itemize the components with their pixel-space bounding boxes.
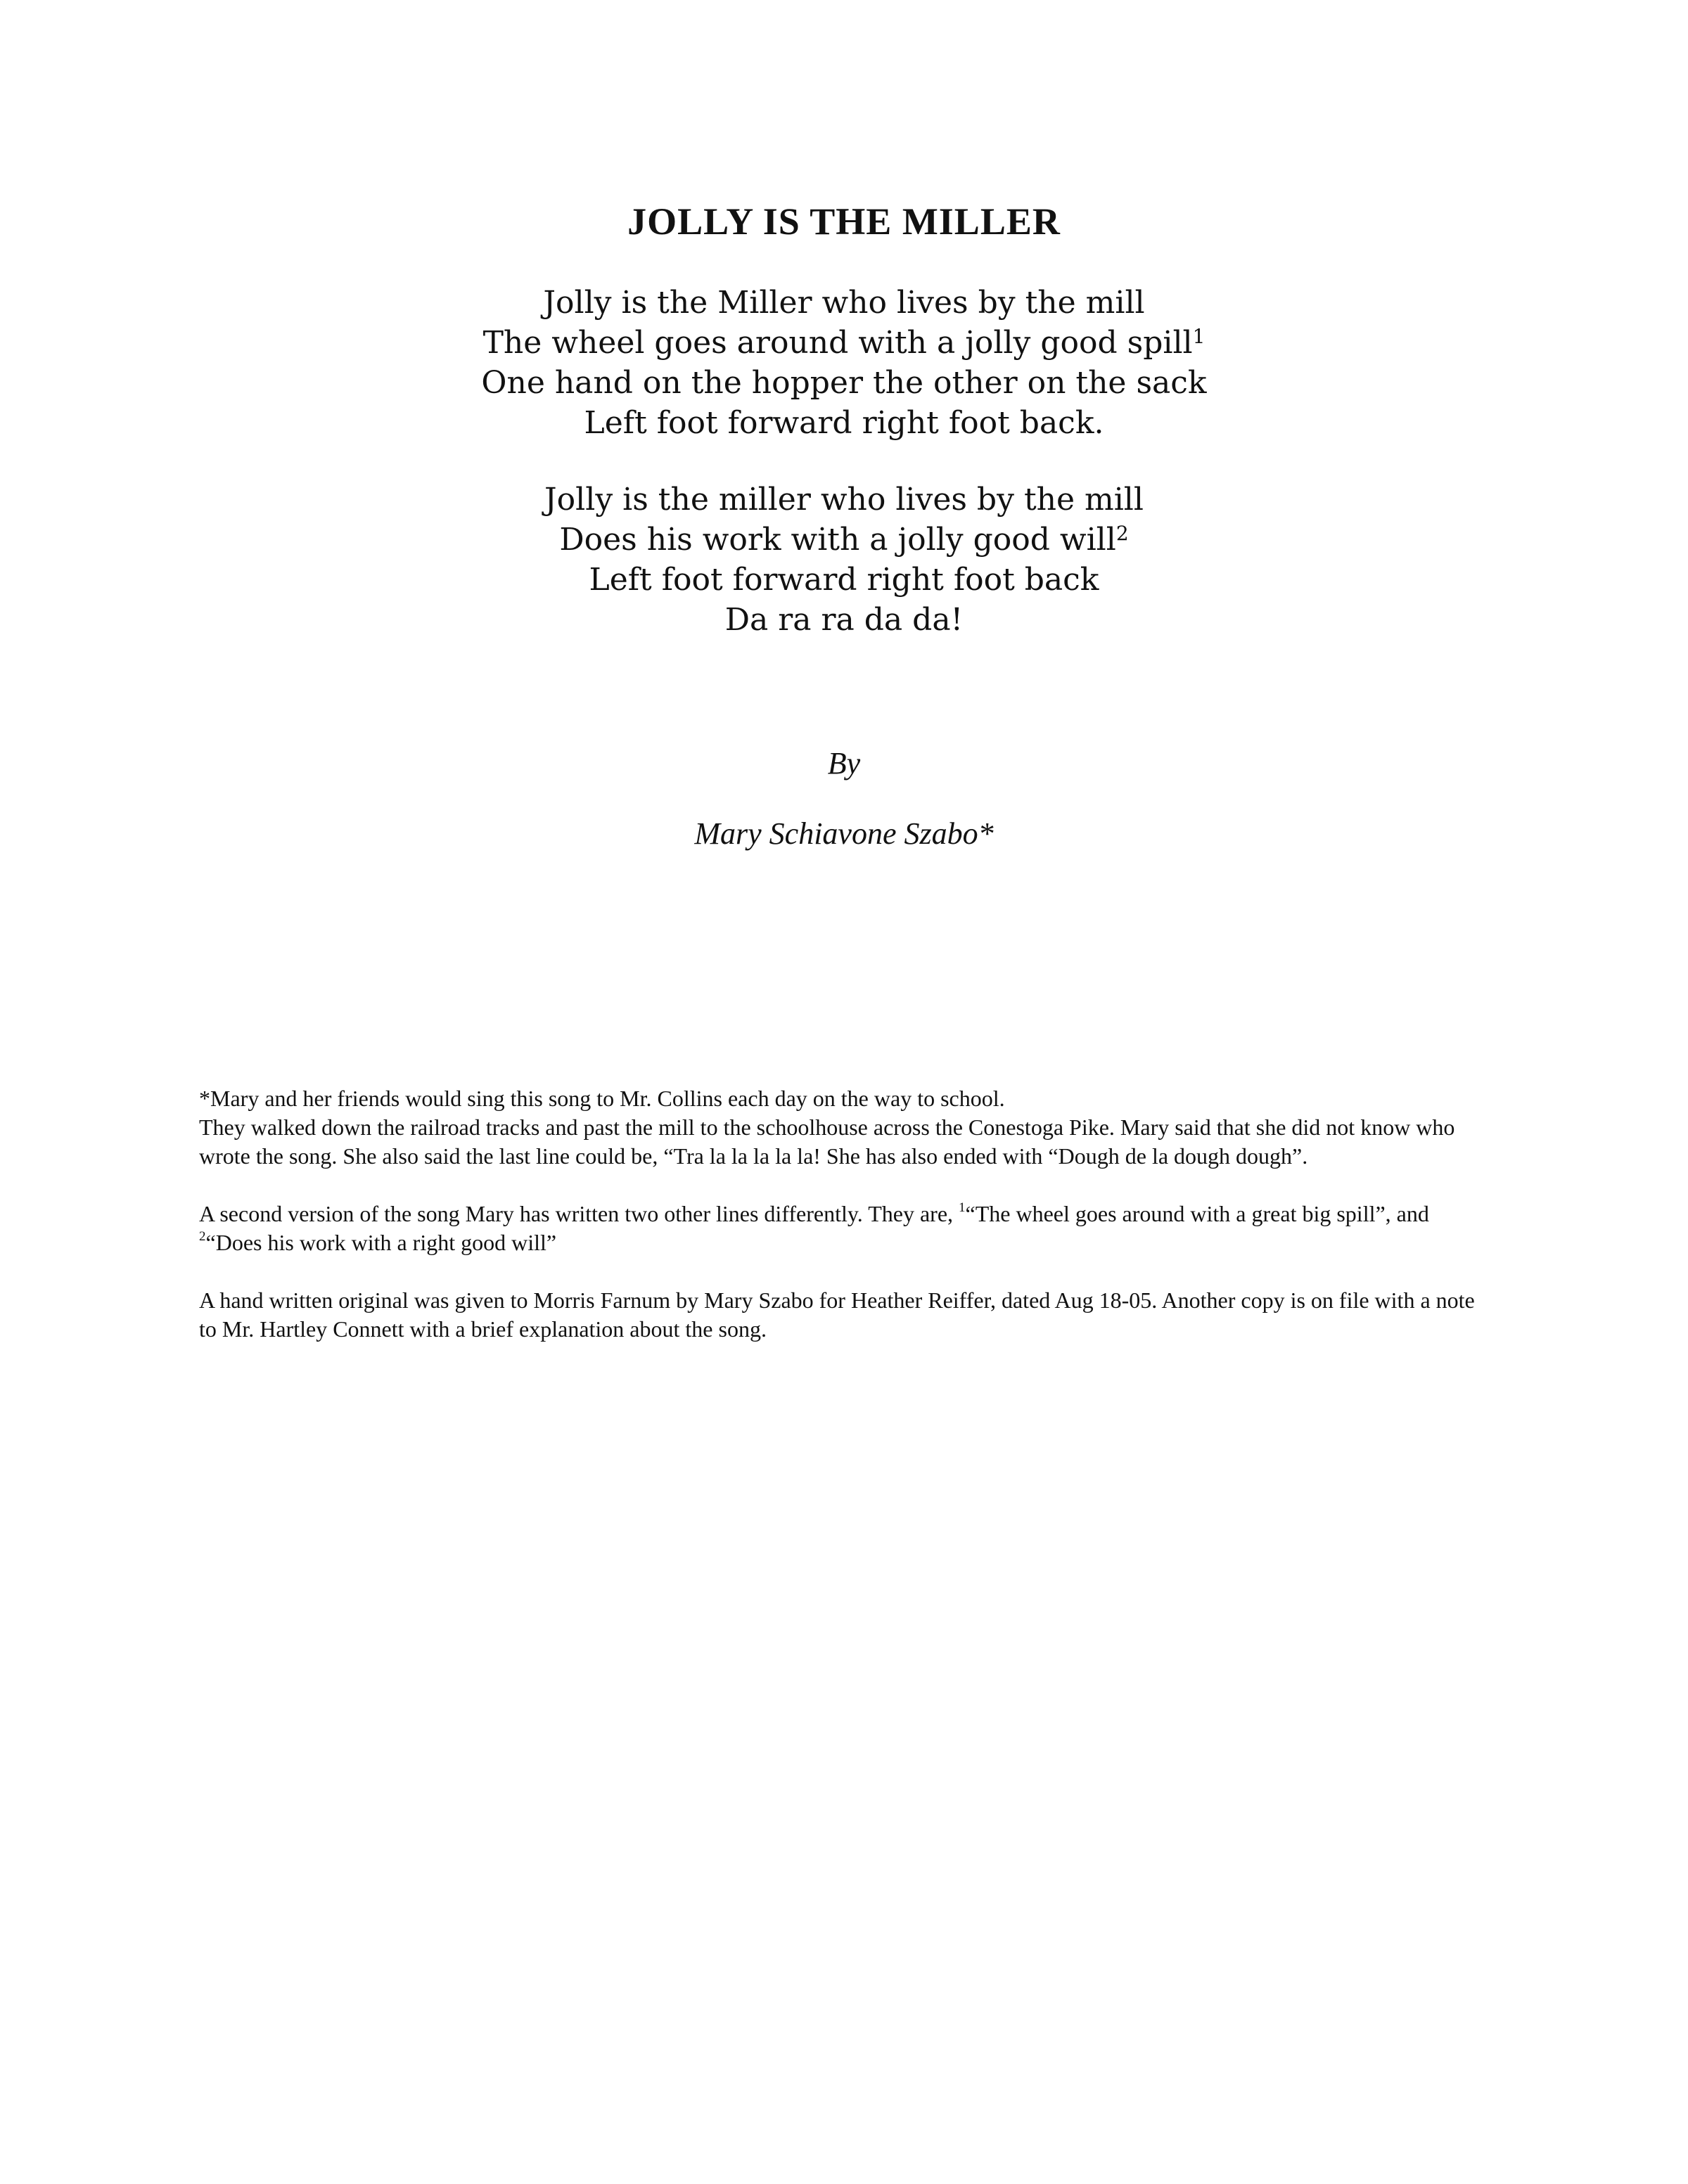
footnote-marker: 1: [959, 1200, 966, 1215]
lyric-line: Does his work with a jolly good will$^2$: [559, 522, 1129, 558]
stanza-1: [0, 283, 1688, 443]
lyric-line: Jolly is the Miller who lives by the mill: [543, 285, 1145, 321]
lyric-line: Left foot forward right foot back: [589, 562, 1099, 598]
footnote-marker: 2: [199, 1229, 206, 1244]
footnote-marker: 1: [1192, 325, 1206, 348]
author-name: Mary Schiavone Szabo*: [694, 816, 994, 851]
footnotes: [199, 1084, 1493, 1344]
note-paragraph-1: *Mary and her friends would sing this song to Mr. Collins each day on the way to school. They walked down the railroad tracks and past the mill to the schoolhouse across the Conestoga Pike. Mary said that she did not know who wrote the song. She also said the last line could be, “Tra la la la la la! She has also ended with “Dough de la dough dough”.: [199, 1086, 1455, 1169]
lyric-line: The wheel goes around with a jolly good spill$^1$: [482, 325, 1206, 361]
note-paragraph-2: A second version of the song Mary has written two other lines differently. They are, $^1$“The wheel goes around with a great big spill”, and $^2$“Does his work with a right good will”: [199, 1200, 1429, 1255]
song-title: JOLLY IS THE MILLER: [627, 200, 1061, 243]
footnote-marker: 2: [1115, 522, 1129, 545]
stanza-2: [0, 480, 1688, 640]
note-paragraph-3: A hand written original was given to Morris Farnum by Mary Szabo for Heather Reiffer, dated Aug 18-05. Another copy is on file with a note to Mr. Hartley Connett with a brief explanation about the song.: [199, 1287, 1475, 1342]
lyric-line: One hand on the hopper the other on the sack: [481, 365, 1207, 401]
lyric-line: Jolly is the miller who lives by the mill: [544, 482, 1144, 518]
lyric-line: Da ra ra da da!: [724, 602, 964, 638]
by-label: By: [827, 746, 861, 781]
lyric-line: Left foot forward right foot back.: [584, 405, 1104, 441]
